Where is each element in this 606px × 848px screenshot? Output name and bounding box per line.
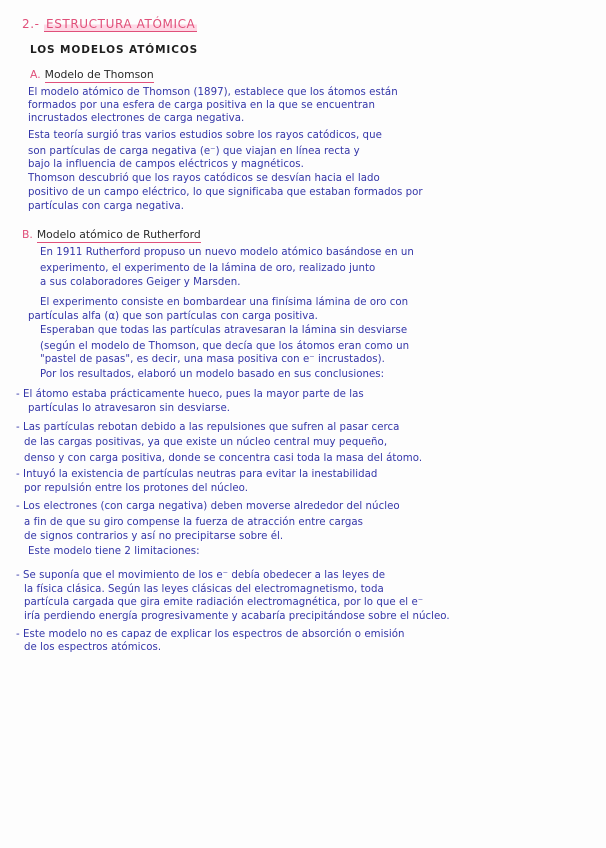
text-line: - Este modelo no es capaz de explicar los espectros de absorción o emisión xyxy=(16,629,405,640)
text-line: - Las partículas rebotan debido a las repulsiones que sufren al pasar cerca xyxy=(16,422,400,433)
text-line: - Los electrones (con carga negativa) deben moverse alrededor del núcleo xyxy=(16,501,400,512)
subsection-a-title xyxy=(30,68,154,81)
page-title xyxy=(22,17,197,31)
subsection-b-letter: B. xyxy=(22,228,33,241)
text-line: Este modelo tiene 2 limitaciones: xyxy=(28,546,200,557)
text-line: de los espectros atómicos. xyxy=(24,642,162,653)
text-line: Por los resultados, elaboró un modelo basado en sus conclusiones: xyxy=(40,369,385,380)
text-line: la física clásica. Según las leyes clásicas del electromagnetismo, toda xyxy=(24,584,384,595)
text-line: iría perdiendo energía progresivamente y acabaría precipitándose sobre el núcleo. xyxy=(24,611,450,622)
text-line: El modelo atómico de Thomson (1897), establece que los átomos están xyxy=(28,87,398,98)
subsection-b-title xyxy=(22,228,201,241)
text-line: En 1911 Rutherford propuso un nuevo modelo atómico basándose en un xyxy=(40,247,414,258)
title-number: 2.- xyxy=(22,17,40,31)
text-line: de las cargas positivas, ya que existe un núcleo central muy pequeño, xyxy=(24,437,388,448)
title-text: ESTRUCTURA ATÓMICA xyxy=(46,17,196,31)
text-line: de signos contrarios y así no precipitarse sobre él. xyxy=(24,531,284,542)
text-line: partículas con carga negativa. xyxy=(28,201,184,212)
text-line: partícula cargada que gira emite radiación electromagnética, por lo que el e⁻ xyxy=(24,597,424,608)
subsection-a-label: Modelo de Thomson xyxy=(44,68,154,81)
text-line: son partículas de carga negativa (e⁻) que viajan en línea recta y xyxy=(28,146,360,157)
subsection-a-letter: A. xyxy=(30,68,41,81)
text-line: (según el modelo de Thomson, que decía que los átomos eran como un xyxy=(40,341,410,352)
text-line: por repulsión entre los protones del núcleo. xyxy=(24,483,249,494)
text-line: experimento, el experimento de la lámina de oro, realizado junto xyxy=(40,263,376,274)
text-line: - El átomo estaba prácticamente hueco, pues la mayor parte de las xyxy=(16,389,364,400)
text-line: El experimento consiste en bombardear una finísima lámina de oro con xyxy=(40,297,409,308)
text-line: Esperaban que todas las partículas atravesaran la lámina sin desviarse xyxy=(40,325,408,336)
text-line: Thomson descubrió que los rayos catódicos se desvían hacia el lado xyxy=(28,173,380,184)
text-line: - Intuyó la existencia de partículas neutras para evitar la inestabilidad xyxy=(16,469,378,480)
text-line: positivo de un campo eléctrico, lo que significaba que estaban formados por xyxy=(28,187,423,198)
text-line: "pastel de pasas", es decir, una masa positiva con e⁻ incrustados). xyxy=(40,354,385,365)
text-line: partículas lo atravesaron sin desviarse. xyxy=(28,403,231,414)
subsection-b-label: Modelo atómico de Rutherford xyxy=(36,228,201,241)
text-line: partículas alfa (α) que son partículas con carga positiva. xyxy=(28,311,318,322)
section-heading: LOS MODELOS ATÓMICOS xyxy=(30,44,199,56)
text-line: Esta teoría surgió tras varios estudios sobre los rayos catódicos, que xyxy=(28,130,382,141)
text-line: - Se suponía que el movimiento de los e⁻ debía obedecer a las leyes de xyxy=(16,570,386,581)
text-line: bajo la influencia de campos eléctricos y magnéticos. xyxy=(28,159,304,170)
text-line: incrustados electrones de carga negativa. xyxy=(28,113,245,124)
text-line: a fin de que su giro compense la fuerza de atracción entre cargas xyxy=(24,517,364,528)
text-line: denso y con carga positiva, donde se concentra casi toda la masa del átomo. xyxy=(24,453,423,464)
text-line: a sus colaboradores Geiger y Marsden. xyxy=(40,277,241,288)
text-line: formados por una esfera de carga positiva en la que se encuentran xyxy=(28,100,375,111)
